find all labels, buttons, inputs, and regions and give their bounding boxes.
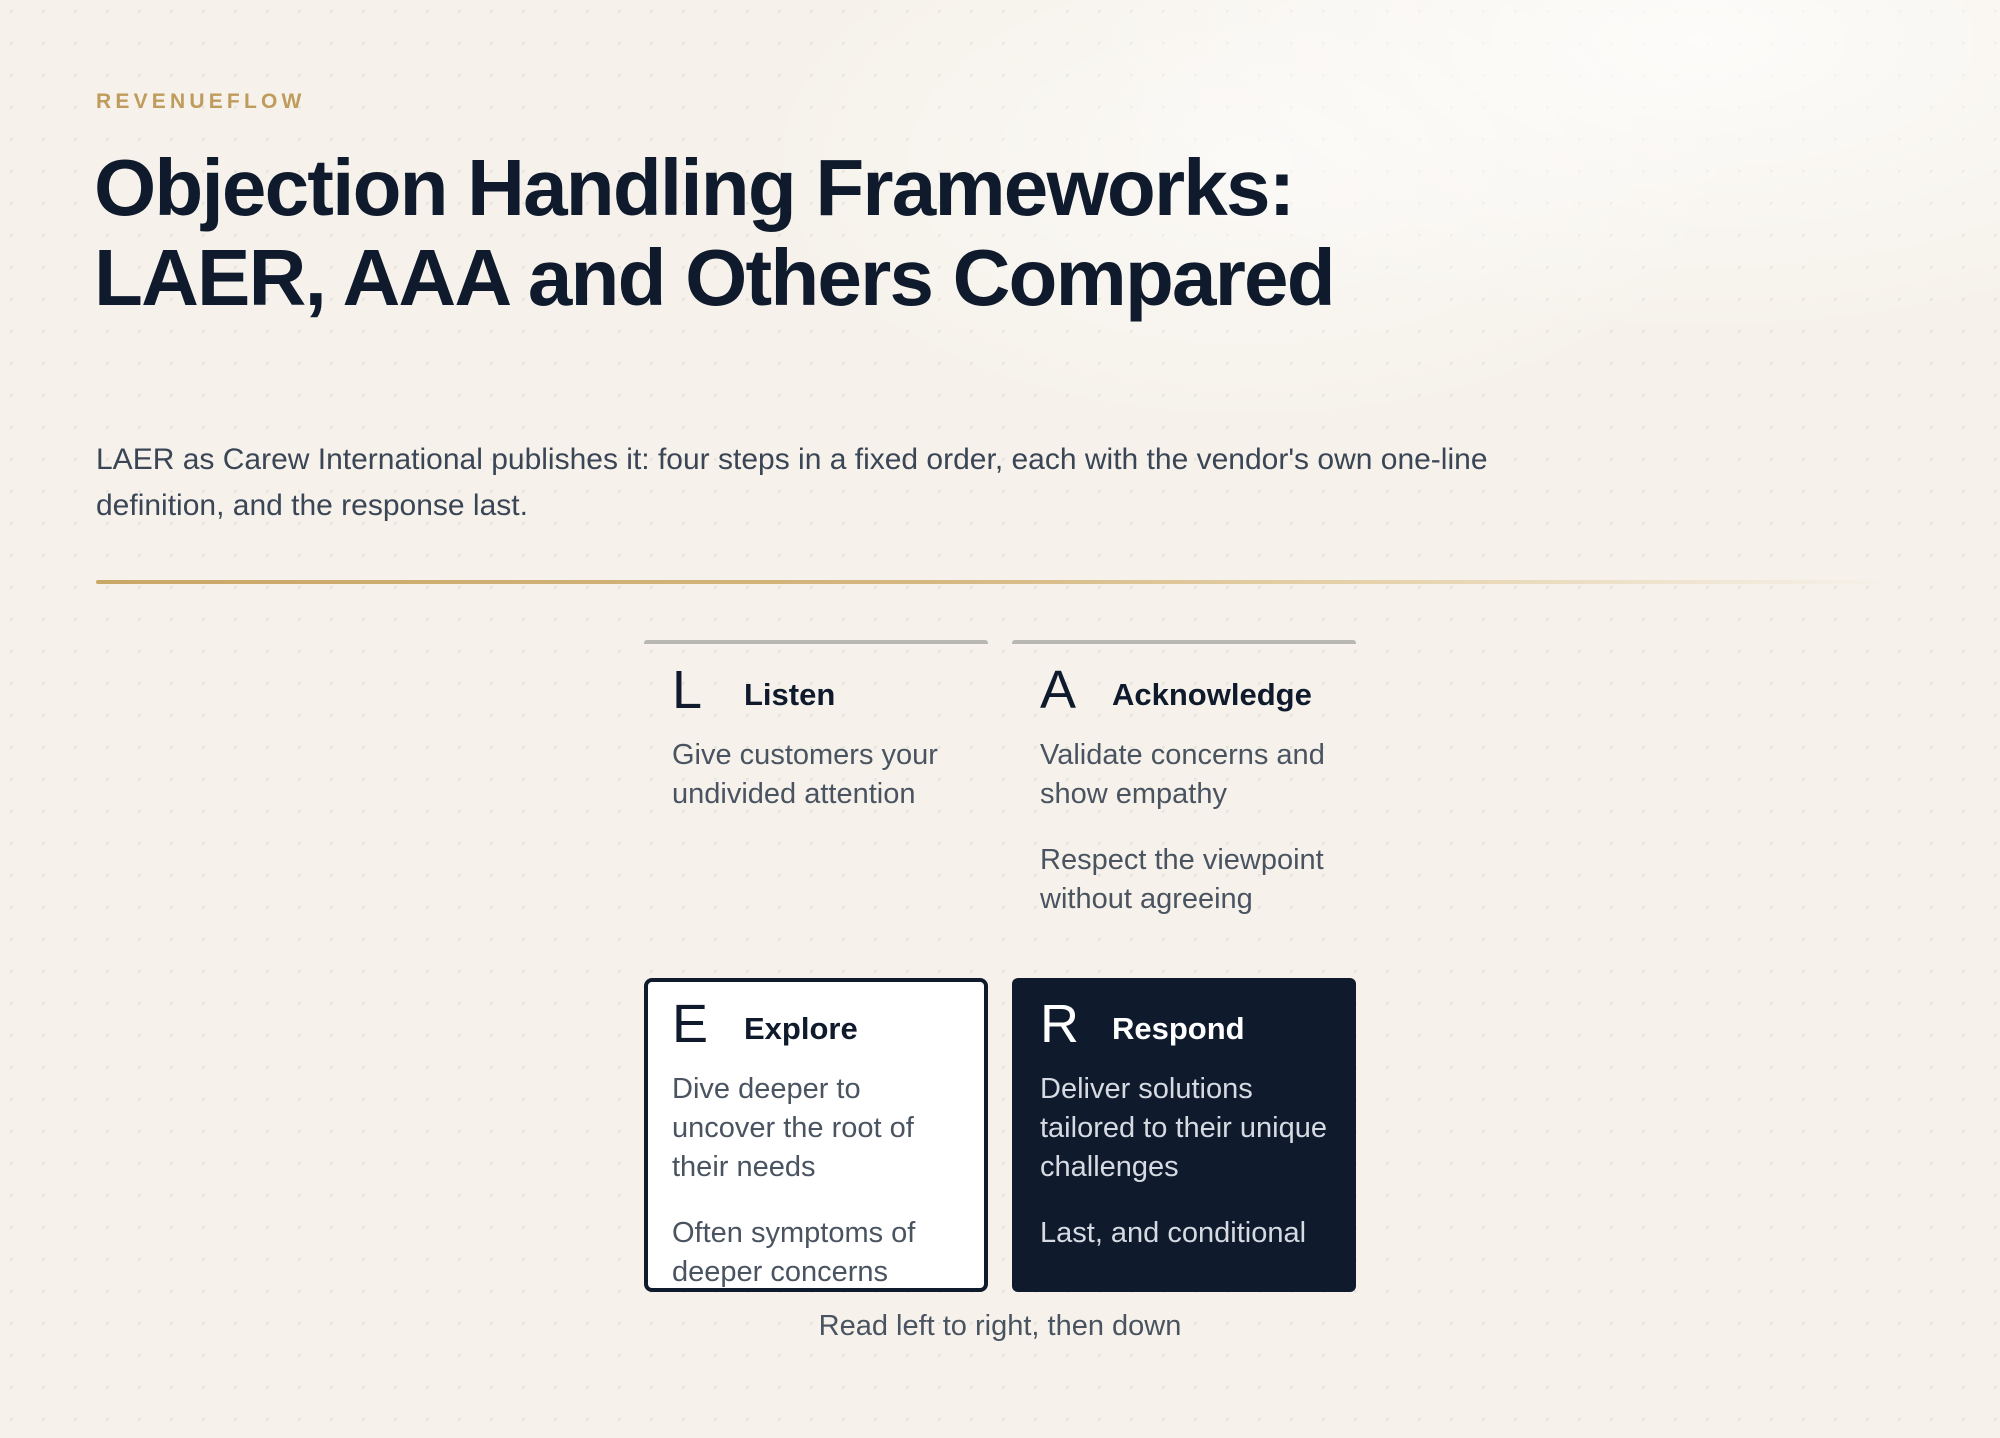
step-card-respond [1012, 978, 1356, 1292]
step-letter: L [672, 660, 703, 720]
step-name: Listen [744, 677, 836, 712]
step-description: Validate concerns and show empathy [1040, 739, 1325, 810]
step-card-explore [644, 978, 988, 1292]
divider-rule [96, 580, 1900, 584]
step-note: Respect the viewpoint without agreeing [1040, 844, 1324, 915]
step-letter: R [1040, 994, 1079, 1054]
step-name: Explore [744, 1011, 858, 1046]
step-note: Often symptoms of deeper concerns [672, 1217, 916, 1288]
reading-order-caption: Read left to right, then down [818, 1310, 1182, 1342]
step-letter: A [1040, 660, 1077, 720]
step-note: Last, and conditional [1040, 1217, 1307, 1249]
step-description: Dive deeper to uncover the root of their needs [672, 1073, 914, 1183]
page-title: Objection Handling Frameworks: LAER, AAA and Others Compared [94, 143, 1334, 322]
step-description: Give customers your undivided attention [672, 739, 938, 810]
step-letter: E [672, 994, 709, 1054]
page-subtitle: LAER as Carew International publishes it: four steps in a fixed order, each with the vendor's own one-line definition, and the response last. [96, 443, 1488, 522]
step-name: Acknowledge [1112, 677, 1312, 712]
step-description: Deliver solutions tailored to their unique challenges [1040, 1073, 1327, 1183]
brand-label: REVENUEFLOW [96, 90, 306, 113]
step-name: Respond [1112, 1011, 1245, 1046]
step-card-acknowledge [1012, 640, 1356, 940]
step-card-listen [644, 640, 988, 940]
